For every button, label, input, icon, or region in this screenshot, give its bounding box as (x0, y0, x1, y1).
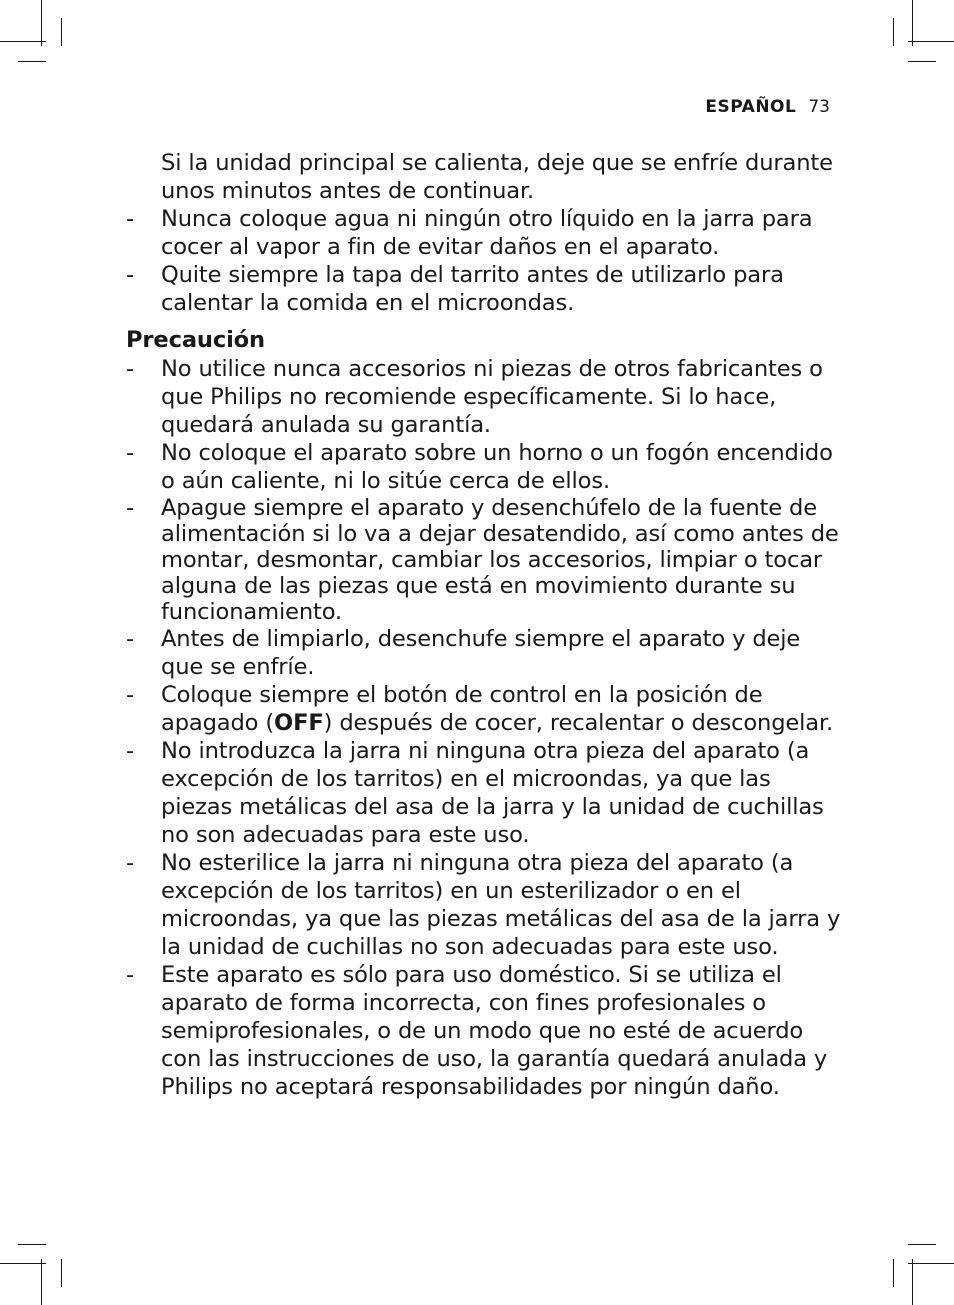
crop-mark (908, 1244, 936, 1245)
list-item (126, 849, 846, 961)
list-item (126, 681, 846, 737)
crop-mark (908, 61, 936, 62)
bullet-dash: - (126, 682, 135, 708)
bullet-dash: - (126, 356, 135, 382)
list-item-text-part: Coloque siempre el botón de control en la posición de apagado ( (161, 682, 763, 736)
page-header (600, 97, 830, 123)
list-item-text (161, 681, 846, 737)
list-item (126, 625, 846, 681)
crop-mark (908, 1263, 954, 1264)
list-item-text: Antes de limpiarlo, desenchufe siempre el aparato y deje que se enfríe. (161, 626, 801, 680)
list-item (126, 961, 846, 1101)
bullet-dash: - (126, 962, 135, 988)
list-item-text: No esterilice la jarra ni ninguna otra pieza del aparato (a excepción de los tarritos) en un esterilizador o en el microondas, ya que las piezas metálicas del asa de la jarra y la unidad de cuchillas no son adecuadas para este uso. (161, 850, 841, 960)
bullet-dash: - (126, 738, 135, 764)
page-content (126, 149, 846, 1101)
crop-mark (893, 1259, 894, 1287)
crop-mark (0, 1263, 46, 1264)
list-item (126, 737, 846, 849)
crop-mark (893, 18, 894, 46)
list-item-text: Apague siempre el aparato y desenchúfelo de la fuente de alimentación si lo va a dejar desatendido, así como antes de montar, desmontar, cambiar los accesorios, limpiar o tocar alguna de las piezas que está en movimiento durante su funcionamiento. (161, 495, 839, 625)
list-item-text: Nunca coloque agua ni ningún otro líquido en la jarra para cocer al vapor a fin de evitar daños en el aparato. (161, 206, 813, 260)
crop-mark (912, 1259, 913, 1305)
language-label: ESPAÑOL (705, 97, 797, 117)
crop-mark (61, 1259, 62, 1287)
list-item-text: No utilice nunca accesorios ni piezas de otros fabricantes o que Philips no recomiende específicamente. Si lo hace, quedará anulada su garantía. (161, 356, 823, 438)
bullet-dash: - (126, 495, 135, 521)
crop-mark (908, 41, 954, 42)
list-item-text-part: ) después de cocer, recalentar o descongelar. (323, 710, 834, 736)
list-item (126, 439, 846, 495)
bullet-dash: - (126, 262, 135, 288)
bullet-dash: - (126, 626, 135, 652)
crop-mark (41, 1259, 42, 1305)
crop-mark (912, 0, 913, 46)
list-item (126, 205, 846, 261)
continuation-paragraph: Si la unidad principal se calienta, deje que se enfríe durante unos minutos antes de continuar. (161, 150, 833, 204)
crop-mark (41, 0, 42, 46)
list-item (126, 261, 846, 317)
list-item-text: Este aparato es sólo para uso doméstico. Si se utiliza el aparato de forma incorrecta, con fines profesionales o semiprofesionales, o de un modo que no esté de acuerdo con las instrucciones de uso, la garantía quedará anulada y Philips no aceptará responsabilidades por ningún daño. (161, 962, 828, 1100)
crop-mark (18, 61, 46, 62)
list-item-text: Quite siempre la tapa del tarrito antes de utilizarlo para calentar la comida en el microondas. (161, 262, 784, 316)
bullet-dash: - (126, 850, 135, 876)
list-item (126, 355, 846, 439)
list-item-text: No coloque el aparato sobre un horno o un fogón encendido o aún caliente, ni lo sitúe cerca de ellos. (161, 440, 833, 494)
section-heading: Precaución (126, 327, 265, 353)
bullet-dash: - (126, 206, 135, 232)
crop-mark (0, 41, 46, 42)
list-item (126, 495, 846, 625)
crop-mark (18, 1244, 46, 1245)
page-number: 73 (808, 97, 830, 117)
bullet-dash: - (126, 440, 135, 466)
off-label: OFF (274, 710, 324, 736)
list-item-text: No introduzca la jarra ni ninguna otra pieza del aparato (a excepción de los tarritos) en el microondas, ya que las piezas metálicas del asa de la jarra y la unidad de cuchillas no son adecuadas para este uso. (161, 738, 824, 848)
crop-mark (61, 18, 62, 46)
